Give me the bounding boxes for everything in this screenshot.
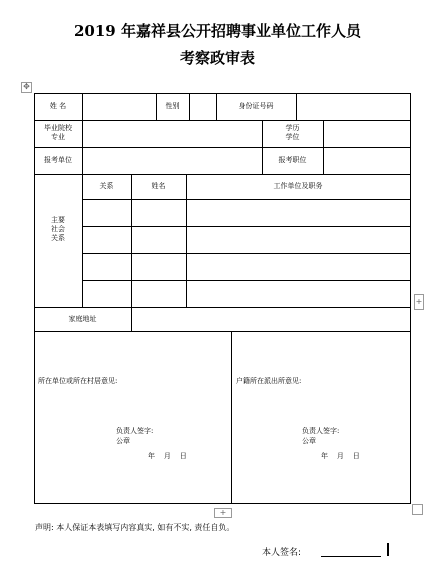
- home-address-input[interactable]: [132, 308, 409, 331]
- relation-row-input[interactable]: [83, 281, 410, 306]
- col-relation-header: 关系: [99, 182, 114, 190]
- work-unit-date-label: 年 月 日: [148, 452, 187, 460]
- school-major-input[interactable]: [83, 121, 261, 147]
- police-opinion-label: 户籍所在派出所意见:: [236, 377, 302, 385]
- text-cursor: [387, 543, 389, 556]
- work-unit-seal-label: 公章: [116, 437, 130, 445]
- police-signature-label: 负责人签字:: [302, 427, 340, 435]
- applied-position-label: 报考职位: [278, 156, 307, 164]
- add-row-plus-icon[interactable]: +: [214, 508, 232, 518]
- applied-position-input[interactable]: [324, 148, 409, 174]
- signature-label: 本人签名:: [262, 548, 302, 558]
- education-degree-label: 学历 学位: [285, 124, 300, 141]
- applied-unit-input[interactable]: [83, 148, 261, 174]
- col-name-header: 姓名: [151, 182, 166, 190]
- table-resize-handle-icon[interactable]: [412, 504, 423, 515]
- add-column-plus-icon[interactable]: +: [414, 294, 424, 310]
- work-unit-signature-label: 负责人签字:: [116, 427, 154, 435]
- table-move-handle-icon[interactable]: ✥: [21, 82, 32, 93]
- work-unit-opinion-label: 所在单位或所在村居意见:: [38, 377, 118, 385]
- relation-row-input[interactable]: [83, 200, 410, 225]
- education-degree-input[interactable]: [324, 121, 409, 147]
- relations-label: 主要 社会 关系: [51, 216, 65, 242]
- name-label: 姓 名: [49, 102, 67, 110]
- police-date-label: 年 月 日: [321, 452, 360, 460]
- applied-unit-label: 报考单位: [44, 156, 72, 164]
- gender-input[interactable]: [190, 94, 215, 120]
- police-seal-label: 公章: [302, 437, 316, 445]
- col-work-header: 工作单位及职务: [273, 182, 323, 190]
- form-subtitle: 考察政审表: [179, 49, 255, 67]
- gender-label: 性别: [165, 102, 180, 110]
- id-number-input[interactable]: [297, 94, 409, 120]
- home-address-label: 家庭地址: [68, 315, 97, 323]
- relation-row-input[interactable]: [83, 254, 410, 279]
- signature-line[interactable]: [321, 556, 381, 557]
- declaration-text: 声明: 本人保证本表填写内容真实, 如有不实, 责任自负。: [35, 523, 235, 532]
- id-number-label: 身份证号码: [238, 102, 274, 110]
- school-major-label: 毕业院校 专业: [44, 124, 72, 141]
- relation-row-input[interactable]: [83, 227, 410, 252]
- form-title: 2019 年嘉祥县公开招聘事业单位工作人员: [74, 22, 361, 40]
- name-input[interactable]: [83, 94, 155, 120]
